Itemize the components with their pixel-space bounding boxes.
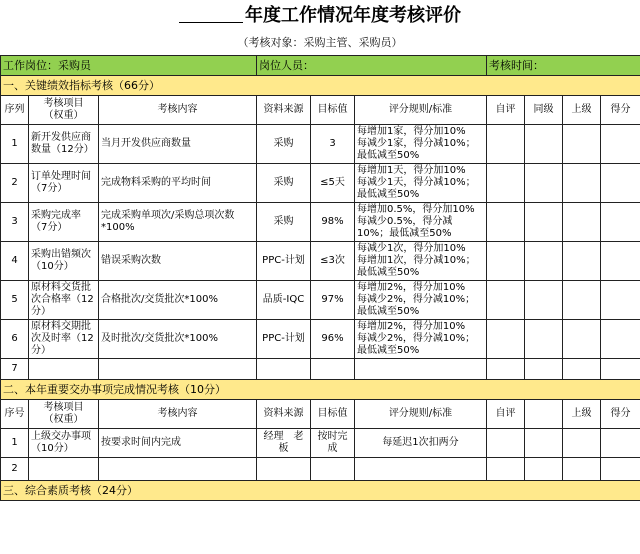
row-rule: 每增加2%，得分加10% 每减少2%，得分减10%； 最低减至50% xyxy=(355,320,487,359)
section1-title-row xyxy=(1,76,640,96)
header-self: 自评 xyxy=(487,96,525,125)
self-score-cell[interactable] xyxy=(487,125,525,164)
section2-header-row xyxy=(1,400,640,429)
superior-score-cell[interactable] xyxy=(563,281,601,320)
row-no: 1 xyxy=(1,429,29,458)
row-rule: 每增加0.5%，得分加10% 每减少0.5%，得分减 10%；最低减至50% xyxy=(355,203,487,242)
row-target: 按时完成 xyxy=(311,429,355,458)
self-score-cell[interactable] xyxy=(487,458,525,481)
table-row xyxy=(1,359,640,380)
score-cell[interactable] xyxy=(601,164,640,203)
row-item: 原材料交货批次合格率（12分） xyxy=(29,281,99,320)
score-cell[interactable] xyxy=(601,320,640,359)
row-no: 2 xyxy=(1,164,29,203)
person-cell[interactable]: 岗位人员： xyxy=(257,56,487,76)
row-no: 3 xyxy=(1,203,29,242)
header-target: 目标值 xyxy=(311,96,355,125)
row-source: PPC-计划 xyxy=(257,242,311,281)
row-item: 订单处理时间（7分） xyxy=(29,164,99,203)
score-cell[interactable] xyxy=(601,458,640,481)
self-score-cell[interactable] xyxy=(487,281,525,320)
blank-cell[interactable] xyxy=(525,458,563,481)
self-score-cell[interactable] xyxy=(487,320,525,359)
superior-score-cell[interactable] xyxy=(563,429,601,458)
score-cell[interactable] xyxy=(601,242,640,281)
row-rule: 每减少1次，得分加10% 每增加1次，得分减10%； 最低减至50% xyxy=(355,242,487,281)
header-superior: 上级 xyxy=(563,400,601,429)
self-score-cell[interactable] xyxy=(487,359,525,380)
table-row xyxy=(1,242,640,281)
table-row xyxy=(1,125,640,164)
score-cell[interactable] xyxy=(601,203,640,242)
score-cell[interactable] xyxy=(601,359,640,380)
header-content: 考核内容 xyxy=(99,96,257,125)
row-target[interactable] xyxy=(311,359,355,380)
table-row xyxy=(1,320,640,359)
table-row xyxy=(1,429,640,458)
section2-title: 二、本年重要交办事项完成情况考核（10分） xyxy=(1,380,640,400)
row-source: PPC-计划 xyxy=(257,320,311,359)
row-content[interactable] xyxy=(99,458,257,481)
header-rule: 评分规则/标准 xyxy=(355,96,487,125)
evaluation-table xyxy=(0,55,640,501)
row-no: 4 xyxy=(1,242,29,281)
peer-score-cell[interactable] xyxy=(525,125,563,164)
peer-score-cell[interactable] xyxy=(525,242,563,281)
row-no: 5 xyxy=(1,281,29,320)
self-score-cell[interactable] xyxy=(487,203,525,242)
score-cell[interactable] xyxy=(601,125,640,164)
table-row xyxy=(1,203,640,242)
table-row xyxy=(1,458,640,481)
row-content: 按要求时间内完成 xyxy=(99,429,257,458)
header-source: 资料来源 xyxy=(257,400,311,429)
header-peer: 同级 xyxy=(525,96,563,125)
score-cell[interactable] xyxy=(601,429,640,458)
self-score-cell[interactable] xyxy=(487,164,525,203)
superior-score-cell[interactable] xyxy=(563,320,601,359)
header-item: 考核项目 （权重） xyxy=(29,96,99,125)
page-title xyxy=(0,0,640,32)
header-target: 目标值 xyxy=(311,400,355,429)
self-score-cell[interactable] xyxy=(487,429,525,458)
superior-score-cell[interactable] xyxy=(563,242,601,281)
row-content: 合格批次/交货批次*100% xyxy=(99,281,257,320)
row-source: 经理 老板 xyxy=(257,429,311,458)
row-target: 97% xyxy=(311,281,355,320)
row-rule: 每增加1家，得分加10% 每减少1家，得分减10%； 最低减至50% xyxy=(355,125,487,164)
row-item: 上级交办事项（10分） xyxy=(29,429,99,458)
row-content: 完成物料采购的平均时间 xyxy=(99,164,257,203)
time-cell[interactable]: 考核时间： xyxy=(487,56,640,76)
row-content: 及时批次/交货批次*100% xyxy=(99,320,257,359)
peer-score-cell[interactable] xyxy=(525,164,563,203)
row-source[interactable] xyxy=(257,458,311,481)
row-source: 品质-IQC xyxy=(257,281,311,320)
superior-score-cell[interactable] xyxy=(563,359,601,380)
title-text: 年度工作情况年度考核评价 xyxy=(245,5,461,26)
row-rule: 每增加1天，得分加10% 每减少1天，得分减10%； 最低减至50% xyxy=(355,164,487,203)
info-row xyxy=(1,56,640,76)
header-score: 得分 xyxy=(601,96,640,125)
score-cell[interactable] xyxy=(601,281,640,320)
row-target: ≤5天 xyxy=(311,164,355,203)
row-no: 7 xyxy=(1,359,29,380)
header-source: 资料来源 xyxy=(257,96,311,125)
row-rule: 每延迟1次扣两分 xyxy=(355,429,487,458)
table-row xyxy=(1,164,640,203)
row-content[interactable] xyxy=(99,359,257,380)
row-item: 原材料交期批次及时率（12分） xyxy=(29,320,99,359)
row-item: 采购完成率（7分） xyxy=(29,203,99,242)
header-content: 考核内容 xyxy=(99,400,257,429)
table-row xyxy=(1,281,640,320)
row-item[interactable] xyxy=(29,458,99,481)
row-target: 98% xyxy=(311,203,355,242)
superior-score-cell[interactable] xyxy=(563,164,601,203)
title-blank xyxy=(179,0,243,23)
header-blank xyxy=(525,400,563,429)
row-target: 96% xyxy=(311,320,355,359)
self-score-cell[interactable] xyxy=(487,242,525,281)
row-source: 采购 xyxy=(257,125,311,164)
row-rule[interactable] xyxy=(355,458,487,481)
row-content: 错误采购次数 xyxy=(99,242,257,281)
section1-title: 一、关键绩效指标考核（66分） xyxy=(1,76,640,96)
row-content: 当月开发供应商数量 xyxy=(99,125,257,164)
row-target[interactable] xyxy=(311,458,355,481)
row-item: 采购出错频次（10分） xyxy=(29,242,99,281)
peer-score-cell[interactable] xyxy=(525,359,563,380)
superior-score-cell[interactable] xyxy=(563,125,601,164)
header-score: 得分 xyxy=(601,400,640,429)
peer-score-cell[interactable] xyxy=(525,320,563,359)
row-source[interactable] xyxy=(257,359,311,380)
row-no: 1 xyxy=(1,125,29,164)
peer-score-cell[interactable] xyxy=(525,281,563,320)
superior-score-cell[interactable] xyxy=(563,203,601,242)
section3-title-row xyxy=(1,481,640,501)
blank-cell[interactable] xyxy=(525,429,563,458)
header-rule: 评分规则/标准 xyxy=(355,400,487,429)
row-no: 2 xyxy=(1,458,29,481)
row-rule[interactable] xyxy=(355,359,487,380)
row-target: 3 xyxy=(311,125,355,164)
header-self: 自评 xyxy=(487,400,525,429)
row-rule: 每增加2%，得分加10% 每减少2%，得分减10%； 最低减至50% xyxy=(355,281,487,320)
section1-header-row xyxy=(1,96,640,125)
page-subtitle: （考核对象：采购主管、采购员） xyxy=(237,36,403,49)
section2-title-row xyxy=(1,380,640,400)
row-target: ≤3次 xyxy=(311,242,355,281)
section3-title: 三、综合素质考核（24分） xyxy=(1,481,640,501)
row-source: 采购 xyxy=(257,164,311,203)
peer-score-cell[interactable] xyxy=(525,203,563,242)
header-no: 序号 xyxy=(1,400,29,429)
header-no: 序列 xyxy=(1,96,29,125)
superior-score-cell[interactable] xyxy=(563,458,601,481)
row-no: 6 xyxy=(1,320,29,359)
row-item: 新开发供应商数量（12分） xyxy=(29,125,99,164)
header-superior: 上级 xyxy=(563,96,601,125)
row-source: 采购 xyxy=(257,203,311,242)
row-item[interactable] xyxy=(29,359,99,380)
row-content: 完成采购单项次/采购总项次数*100% xyxy=(99,203,257,242)
header-item: 考核项目 （权重） xyxy=(29,400,99,429)
position-cell: 工作岗位：采购员 xyxy=(1,56,257,76)
